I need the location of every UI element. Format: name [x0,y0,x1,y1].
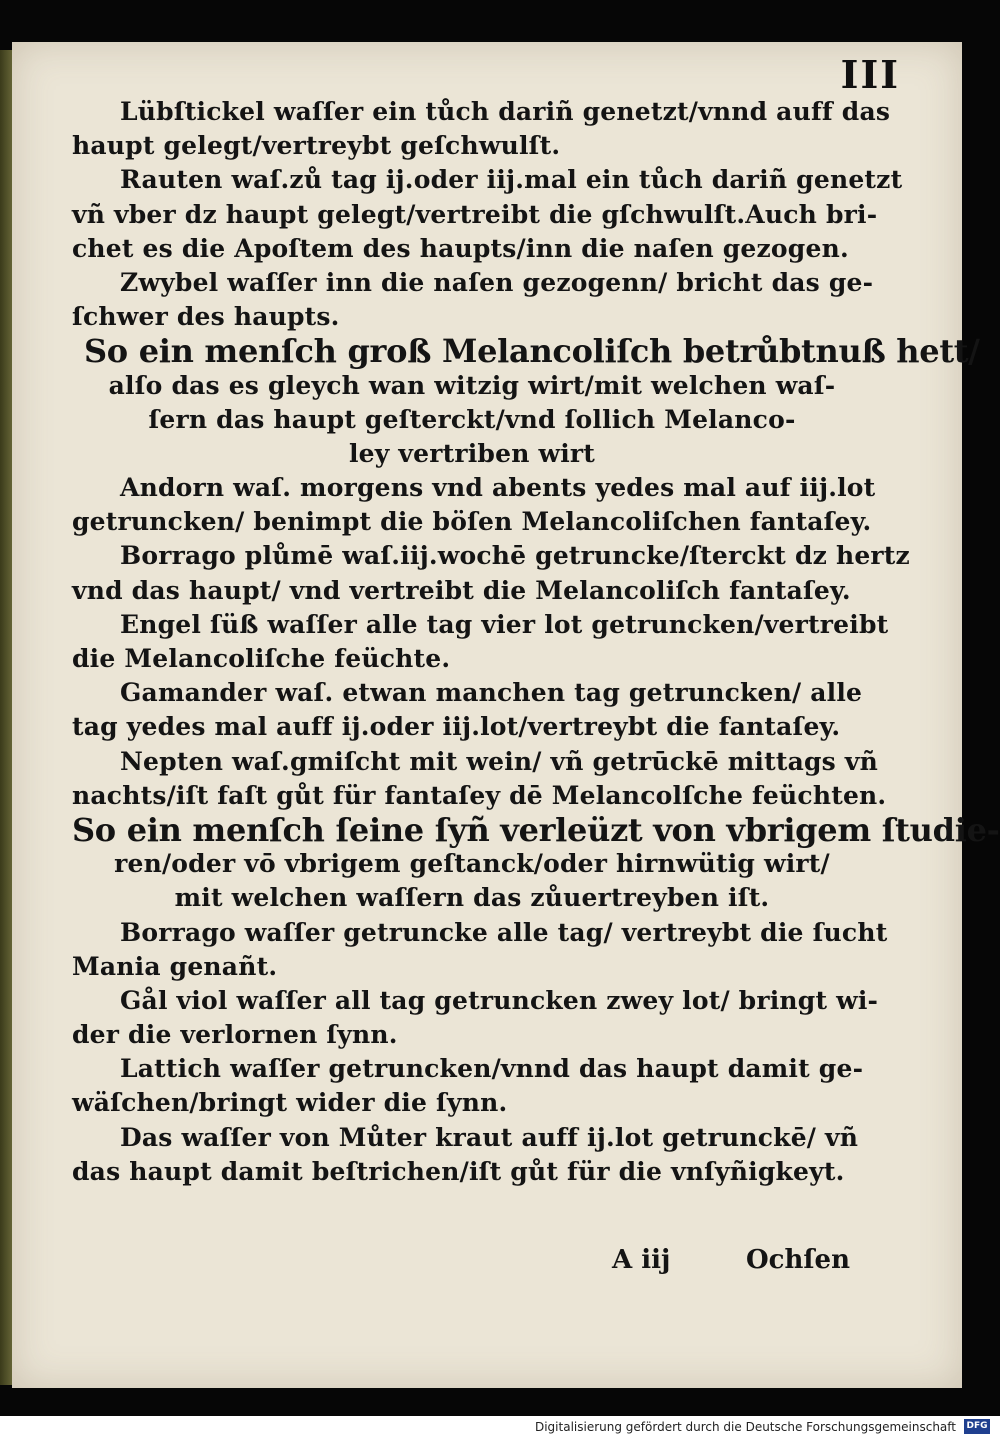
text-line: Nepten waſ.gmiſcht mit wein/ vñ getrūckē mittags vñ [120,746,878,776]
text-line: Borrago plůmē waſ.iij.wochē getruncke/ſterckt dz hertz [120,541,910,571]
text-line: Andorn waſ. morgens vnd abents yedes mal auf iij.lot [120,473,876,503]
section-heading-line: ley vertriben wirt [348,438,596,468]
dfg-logo: DFG [964,1419,990,1434]
catchword: Ochſen [745,1245,850,1275]
section-heading-line: mit welchen waſſern das zůuertreyben iſt. [174,883,770,913]
text-line: nachts/iſt faſt gůt für fantaſey dē Melancolſche feüchten. [72,780,887,810]
text-line: Lattich waſſer getruncken/vnnd das haupt damit ge‑ [120,1054,864,1084]
text-line: ſchwer des haupts. [72,302,340,332]
text-line: Zwybel waſſer inn die naſen gezogenn/ bricht das ge‑ [120,267,874,297]
text-line: vñ vber dz haupt gelegt/vertreibt die gſchwulſt.Auch bri‑ [72,199,878,229]
text-line: Mania genañt. [72,951,278,981]
text-line: Lübſtickel waſſer ein tůch dariñ genetzt/vnnd auff das [120,97,891,126]
page-body [72,95,1000,1189]
page-foot [612,1245,850,1275]
text-line: Engel ſüß waſſer alle tag vier lot getruncken/vertreibt [120,609,889,639]
section-heading-line: ſern das haupt geſterckt/vnd ſollich Melanco‑ [148,404,796,434]
text-line: Borrago waſſer getruncke alle tag/ vertreybt die ſucht [120,917,888,947]
section-heading: So ein menſch ſeine ſyñ verleüzt von vbrigem ſtudie‑ [72,810,1000,849]
text-line: vnd das haupt/ vnd vertreibt die Melancoliſch fantaſey. [72,575,851,605]
text-line: haupt gelegt/vertreybt geſchwulſt. [72,131,561,161]
text-line: Gamander waſ. etwan manchen tag getruncken/ alle [120,678,863,708]
text-line: Gål viol waſſer all tag getruncken zwey lot/ bringt wi‑ [120,985,879,1015]
text-line: die Melancoliſche feüchte. [72,644,451,673]
text-line: tag yedes mal auff ij.oder iij.lot/vertreybt die fantaſey. [72,712,841,742]
text-line: wäſchen/bringt wider die ſynn. [72,1088,508,1118]
folio-number: III [840,52,900,97]
section-heading-line: alſo das es gleych wan witzig wirt/mit welchen waſ‑ [108,370,836,400]
section-heading: So ein menſch groß Melancoliſch betrůbtnuß hett/ [84,332,980,371]
section-heading-line: ren/oder vō vbrigem geſtanck/oder hirnwütig wirt/ [114,849,830,879]
text-line: das haupt damit beſtrichen/iſt gůt für die vnſyñigkeyt. [72,1156,845,1186]
signature-mark: A iij [612,1245,671,1275]
text-line: Das waſſer von Můter kraut auff ij.lot getrunckē/ vñ [120,1122,859,1152]
funding-credit: Digitalisierung gefördert durch die Deutsche Forschungsgemeinschaft [534,1420,956,1434]
text-line: Rauten waſ.zů tag ij.oder iij.mal ein tůch dariñ genetzt [120,165,903,195]
text-line: getruncken/ benimpt die böſen Melancoliſchen fantaſey. [72,507,872,537]
text-line: der die verlornen ſynn. [72,1020,398,1050]
text-line: chet es die Apoſtem des haupts/inn die naſen gezogen. [72,233,849,263]
